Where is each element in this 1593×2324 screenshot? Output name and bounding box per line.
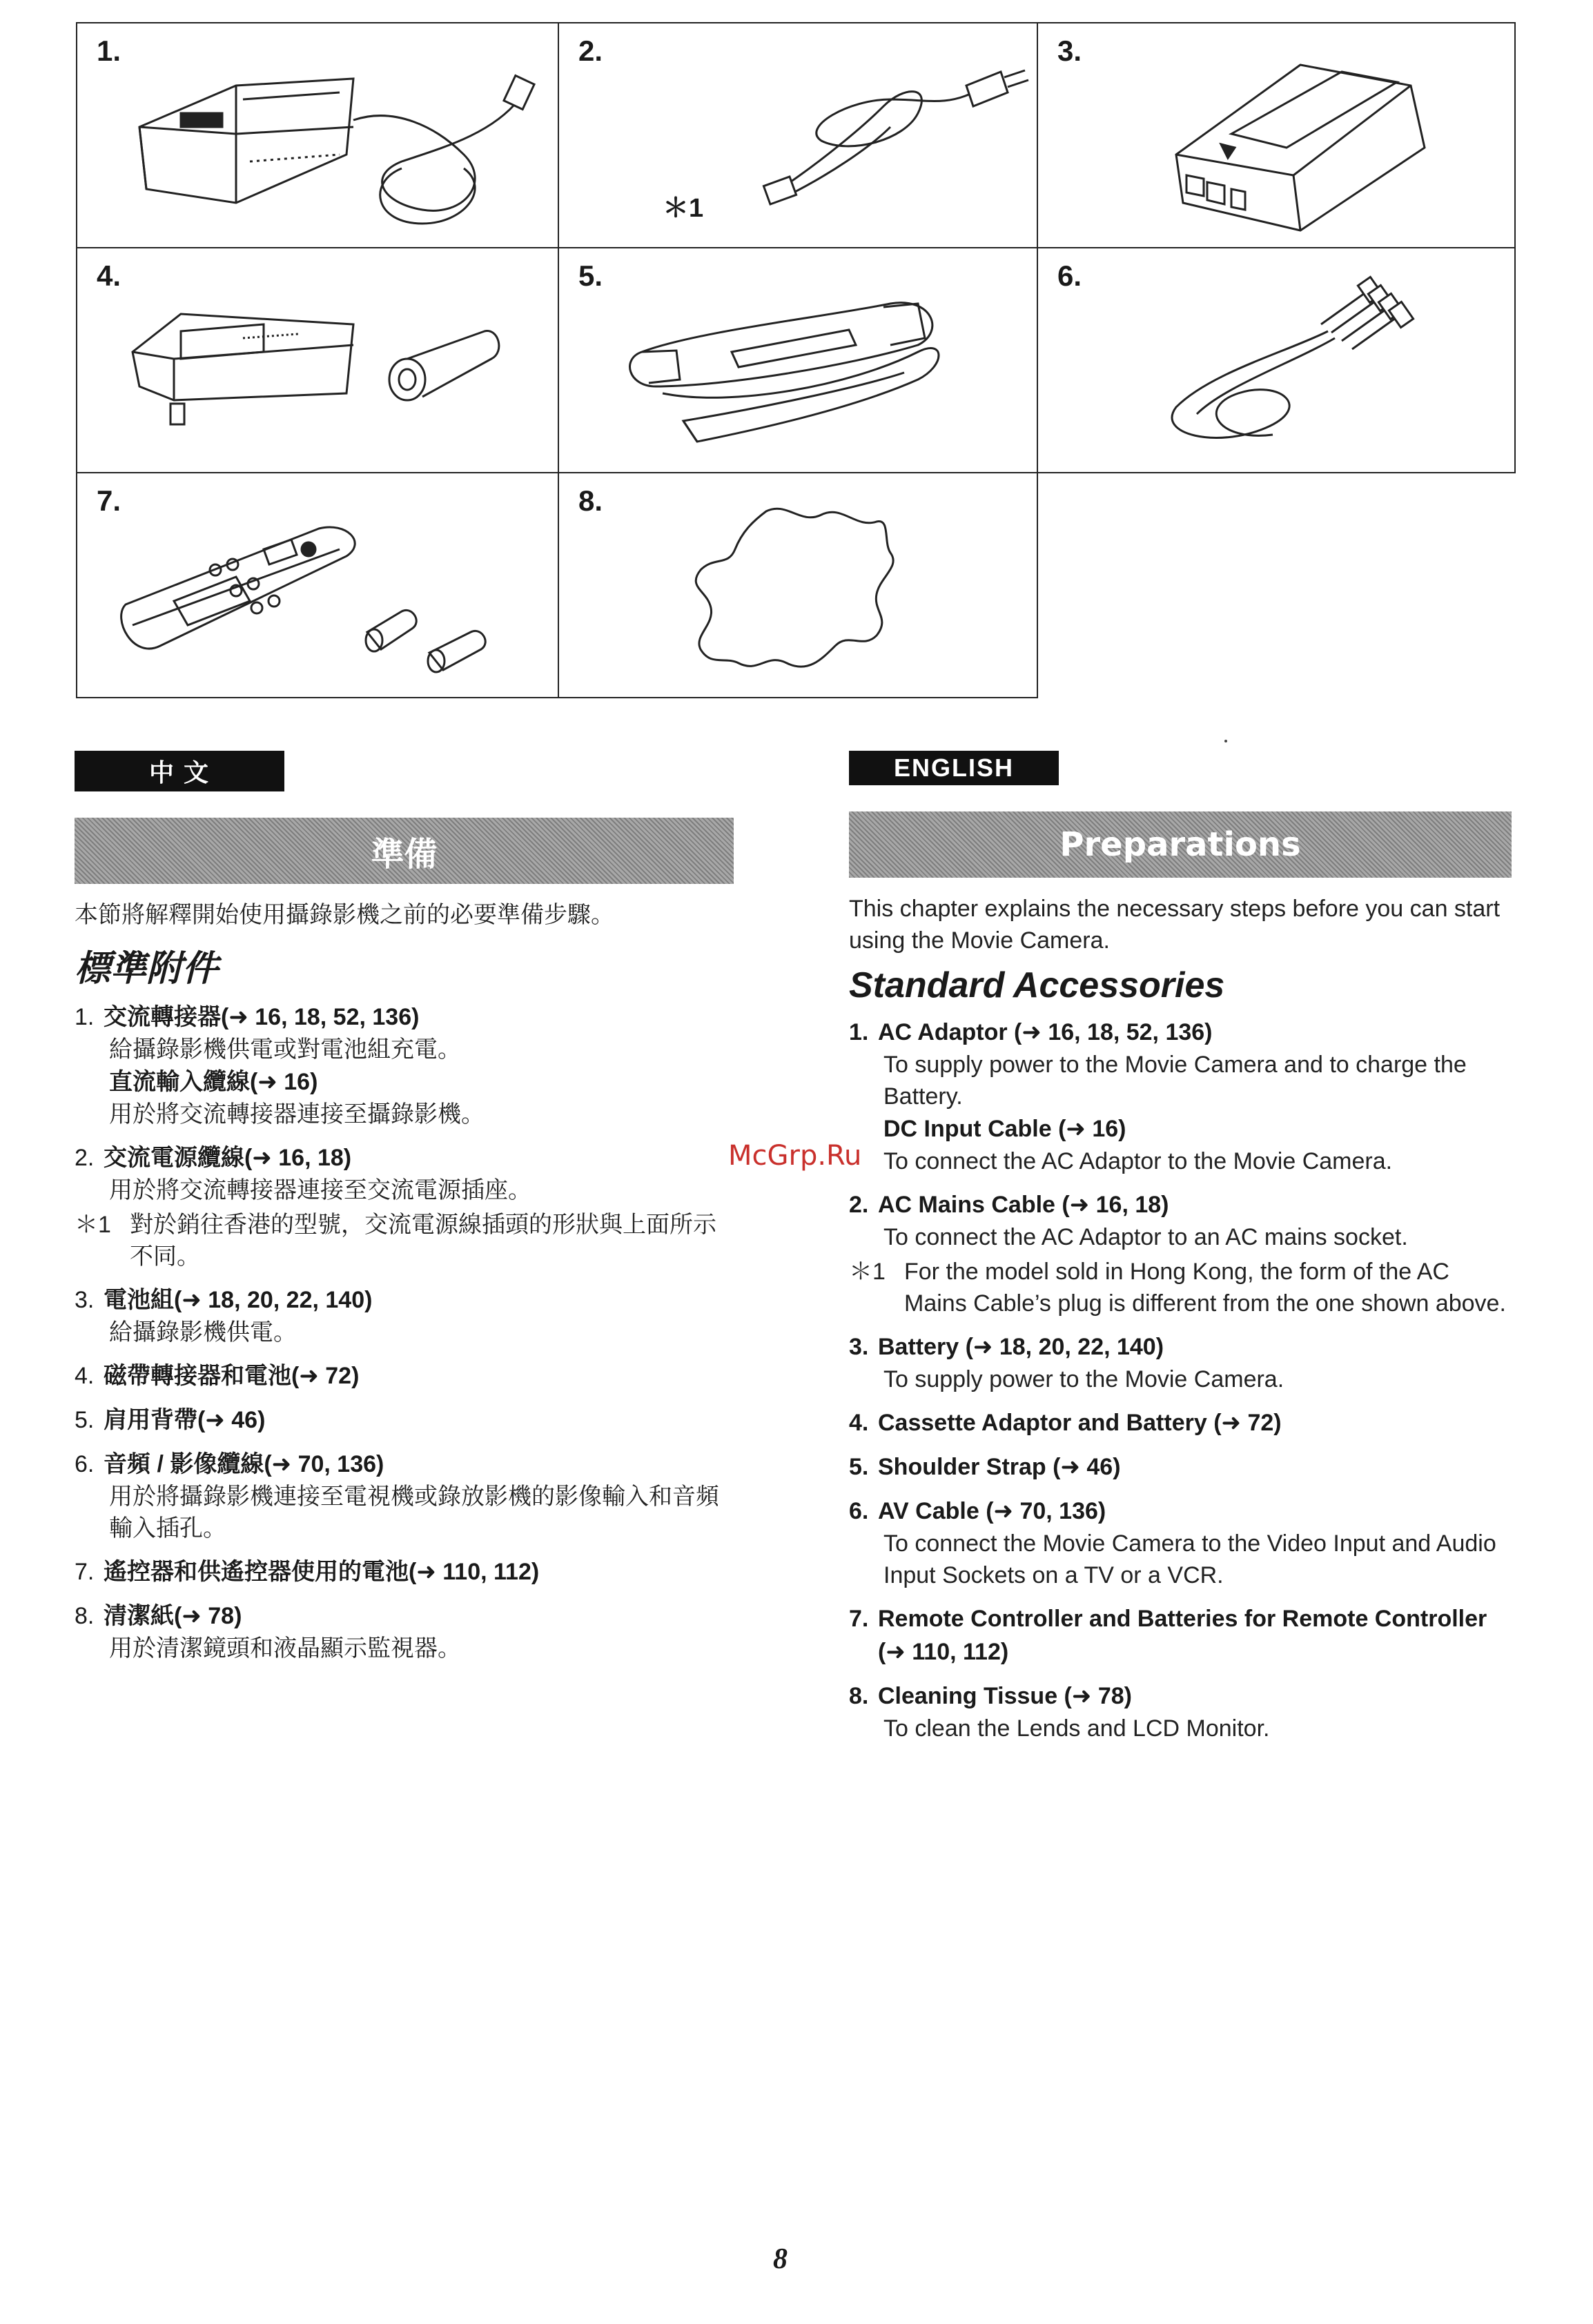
item-description: To clean the Lends and LCD Monitor. xyxy=(883,1715,1270,1742)
section-title: Preparations xyxy=(1059,825,1301,864)
item-number: 8. xyxy=(849,1683,869,1709)
item-description: 用於將交流轉接器連接至交流電源插座。 xyxy=(109,1177,531,1203)
page-number: 8 xyxy=(773,2243,788,2275)
av-cable-illustration xyxy=(1038,248,1517,475)
footnote-mark: ＊1 xyxy=(75,1212,111,1238)
item-title: 音頻 / 影像纜線(➜ 70, 136) xyxy=(104,1451,384,1477)
figure-cell-ac-mains-cable xyxy=(558,22,1038,248)
figure-cell-av-cable xyxy=(1037,247,1516,473)
item-number: 7. xyxy=(849,1606,869,1632)
item-description: To connect the Movie Camera to the Video Input and Audio Input Sockets on a TV or a VCR. xyxy=(883,1530,1496,1588)
list-item xyxy=(75,1404,734,1437)
item-number: 3. xyxy=(75,1287,95,1313)
item-title: 遙控器和供遙控器使用的電池(➜ 110, 112) xyxy=(104,1559,540,1585)
item-description: 給攝錄影機供電。 xyxy=(109,1319,297,1346)
figure-cell-cleaning-tissue xyxy=(558,472,1038,698)
list-item xyxy=(849,1450,1512,1484)
accessories-figure xyxy=(76,22,1516,698)
item-title: 交流電源纜線(➜ 16, 18) xyxy=(104,1145,352,1171)
list-item xyxy=(75,1283,734,1348)
figure-number: 8. xyxy=(578,484,603,517)
item-number: 1. xyxy=(75,1004,95,1030)
list-item xyxy=(849,1495,1512,1591)
item-description: 用於將攝錄影機連接至電視機或錄放影機的影像輸入和音頻輸入插孔。 xyxy=(109,1484,719,1542)
figure-cell-remote-controller xyxy=(76,472,559,698)
item-title: AC Adaptor (➜ 16, 18, 52, 136) xyxy=(878,1019,1213,1045)
figure-cell-battery xyxy=(1037,22,1516,248)
subheading: 標準附件 xyxy=(75,949,219,989)
english-column xyxy=(849,751,1512,1755)
footnote xyxy=(849,1256,1512,1319)
item-title: Remote Controller and Batteries for Remote Controller (➜ 110, 112) xyxy=(878,1606,1487,1665)
item-title: 肩用背帶(➜ 46) xyxy=(104,1407,266,1433)
subheading: Standard Accessories xyxy=(849,965,1225,1005)
section-header-chinese xyxy=(75,818,734,884)
cassette-adaptor-illustration xyxy=(77,248,560,475)
list-item xyxy=(849,1602,1512,1668)
battery-illustration xyxy=(1038,23,1517,250)
figure-number: 2. xyxy=(578,35,603,67)
item-description: 用於清潔鏡頭和液晶顯示監視器。 xyxy=(109,1635,461,1662)
item-number: 8. xyxy=(75,1603,95,1629)
item-title: 清潔紙(➜ 78) xyxy=(104,1603,242,1629)
item-title: AC Mains Cable (➜ 16, 18) xyxy=(878,1192,1169,1218)
item-description: To supply power to the Movie Camera and to charge the Battery. xyxy=(883,1052,1467,1110)
list-item xyxy=(75,1555,734,1588)
shoulder-strap-illustration xyxy=(559,248,1039,475)
watermark-text: McGrp.Ru xyxy=(728,1140,862,1172)
item-number: 6. xyxy=(849,1498,869,1524)
chinese-column xyxy=(75,751,734,1675)
item-number: 3. xyxy=(849,1334,869,1360)
list-item xyxy=(75,1141,734,1206)
figure-number: 7. xyxy=(97,484,121,517)
item-title: AV Cable (➜ 70, 136) xyxy=(878,1498,1106,1524)
item-number: 4. xyxy=(849,1410,869,1436)
item-title: Shoulder Strap (➜ 46) xyxy=(878,1454,1121,1480)
figure-cell-ac-adaptor xyxy=(76,22,559,248)
language-label-chinese: 中 文 xyxy=(75,751,284,791)
item-sub-title: DC Input Cable (➜ 16) xyxy=(883,1116,1126,1142)
item-sub-description: 用於將交流轉接器連接至攝錄影機。 xyxy=(109,1101,485,1127)
figure-number: 6. xyxy=(1057,259,1082,292)
figure-number: 3. xyxy=(1057,35,1082,67)
list-item xyxy=(75,1359,734,1392)
list-item xyxy=(849,1406,1512,1439)
cleaning-tissue-illustration xyxy=(559,473,1039,700)
ac-adaptor-illustration xyxy=(77,23,560,250)
list-item xyxy=(849,1188,1512,1253)
intro-text: This chapter explains the necessary steps before you can start using the Movie Camera. xyxy=(849,896,1501,954)
item-number: 5. xyxy=(75,1407,95,1433)
item-title: 磁帶轉接器和電池(➜ 72) xyxy=(104,1363,360,1389)
item-sub-description: To connect the AC Adaptor to the Movie Camera. xyxy=(883,1148,1393,1174)
language-label-english: ENGLISH xyxy=(849,751,1059,785)
figure-cell-cassette-adaptor xyxy=(76,247,559,473)
item-number: 4. xyxy=(75,1363,95,1389)
list-item xyxy=(75,1448,734,1544)
footnote-text: 對於銷往香港的型號，交流電源線插頭的形狀與上面所示不同。 xyxy=(130,1212,716,1270)
section-header-english xyxy=(849,811,1512,878)
item-number: 2. xyxy=(75,1145,95,1171)
item-title: Battery (➜ 18, 20, 22, 140) xyxy=(878,1334,1164,1360)
item-number: 5. xyxy=(849,1454,869,1480)
footnote-mark: ＊1 xyxy=(849,1259,886,1285)
intro-text: 本節將解釋開始使用攝錄影機之前的必要準備步驟。 xyxy=(75,902,614,928)
footnote xyxy=(75,1209,734,1272)
stray-mark xyxy=(1224,740,1227,742)
item-sub-title: 直流輸入纜線(➜ 16) xyxy=(109,1069,318,1095)
item-title: Cleaning Tissue (➜ 78) xyxy=(878,1683,1132,1709)
list-item xyxy=(75,1599,734,1664)
item-number: 7. xyxy=(75,1559,95,1585)
item-description: To supply power to the Movie Camera. xyxy=(883,1366,1284,1392)
item-title: 交流轉接器(➜ 16, 18, 52, 136) xyxy=(104,1004,420,1030)
item-description: To connect the AC Adaptor to an AC mains socket. xyxy=(883,1224,1408,1250)
list-item xyxy=(849,1330,1512,1395)
list-item xyxy=(75,1001,734,1130)
item-number: 1. xyxy=(849,1019,869,1045)
item-title: 電池組(➜ 18, 20, 22, 140) xyxy=(104,1287,373,1313)
figure-number: 4. xyxy=(97,259,121,292)
ac-mains-cable-illustration xyxy=(559,23,1039,250)
figure-number: 5. xyxy=(578,259,603,292)
item-number: 2. xyxy=(849,1192,869,1218)
figure-cell-shoulder-strap xyxy=(558,247,1038,473)
section-title: 準備 xyxy=(371,834,438,874)
item-title: Cassette Adaptor and Battery (➜ 72) xyxy=(878,1410,1282,1436)
footnote-text: For the model sold in Hong Kong, the form of the AC Mains Cable’s plug is different from the one shown above. xyxy=(904,1259,1506,1317)
remote-controller-illustration xyxy=(77,473,560,700)
figure-note-mark: ＊1 xyxy=(663,194,704,223)
list-item xyxy=(849,1680,1512,1744)
figure-number: 1. xyxy=(97,35,121,67)
item-description: 給攝錄影機供電或對電池組充電。 xyxy=(109,1036,461,1063)
list-item xyxy=(849,1016,1512,1177)
item-number: 6. xyxy=(75,1451,95,1477)
